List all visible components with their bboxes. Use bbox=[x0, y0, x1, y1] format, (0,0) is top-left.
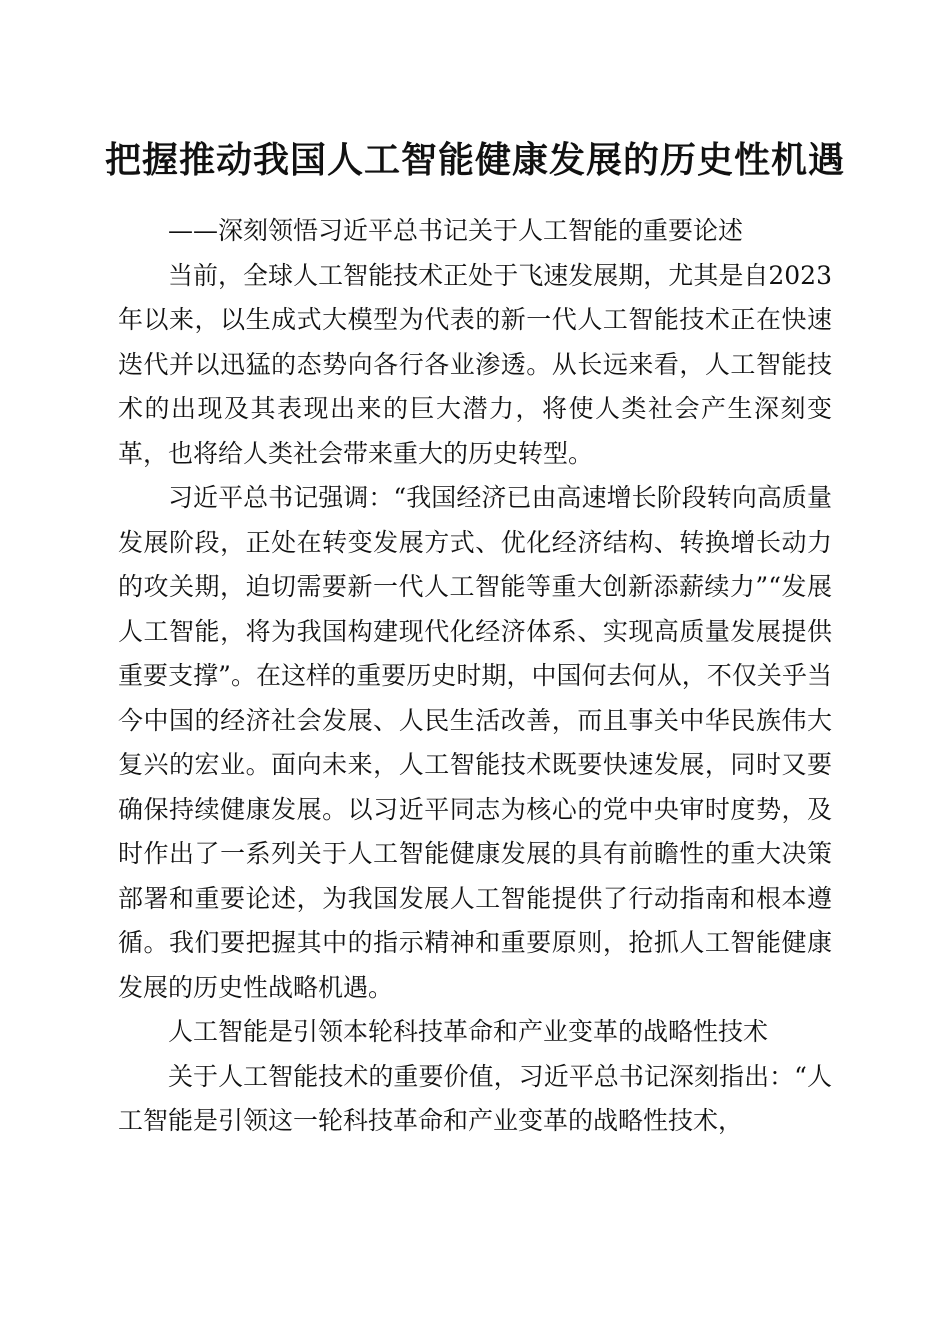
paragraph-section-start: 关于人工智能技术的重要价值，习近平总书记深刻指出：“人工智能是引领这一轮科技革命和产业变革的战略性技术， bbox=[118, 1061, 832, 1135]
paragraph-quote: 习近平总书记强调：“我国经济已由高速增长阶段转向高质量发展阶段，正处在转变发展方式、优化经济结构、转换增长动力的攻关期，迫切需要新一代人工智能等重大创新添薪续力”“发展人工智能，将为我国构建现代化经济体系、实现高质量发展提供重要支撑”。在这样的重要历史时期，中国何去何从，不仅关乎当今中国的经济社会发展、人民生活改善，而且事关中华民族伟大复兴的宏业。面向未来，人工智能技术既要快速发展，同时又要确保持续健康发展。以习近平同志为核心的党中央审时度势，及时作出了一系列关于人工智能健康发展的具有前瞻性的重大决策部署和重要论述，为我国发展人工智能提供了行动指南和根本遵循。我们要把握其中的指示精神和重要原则，抢抓人工智能健康发展的历史性战略机遇。 bbox=[118, 483, 832, 1002]
document-title: 把握推动我国人工智能健康发展的历史性机遇 bbox=[104, 139, 845, 181]
paragraph-intro: 当前，全球人工智能技术正处于飞速发展期，尤其是自2023年以来，以生成式大模型为代表的新一代人工智能技术正在快速迭代并以迅猛的态势向各行各业渗透。从长远来看，人工智能技术的出现及其表现出来的巨大潜力，将使人类社会产生深刻变革，也将给人类社会带来重大的历史转型。 bbox=[118, 260, 832, 468]
document-subtitle: ——深刻领悟习近平总书记关于人工智能的重要论述 bbox=[168, 216, 744, 245]
document-body bbox=[118, 209, 832, 1144]
section-heading: 人工智能是引领本轮科技革命和产业变革的战略性技术 bbox=[168, 1017, 769, 1046]
